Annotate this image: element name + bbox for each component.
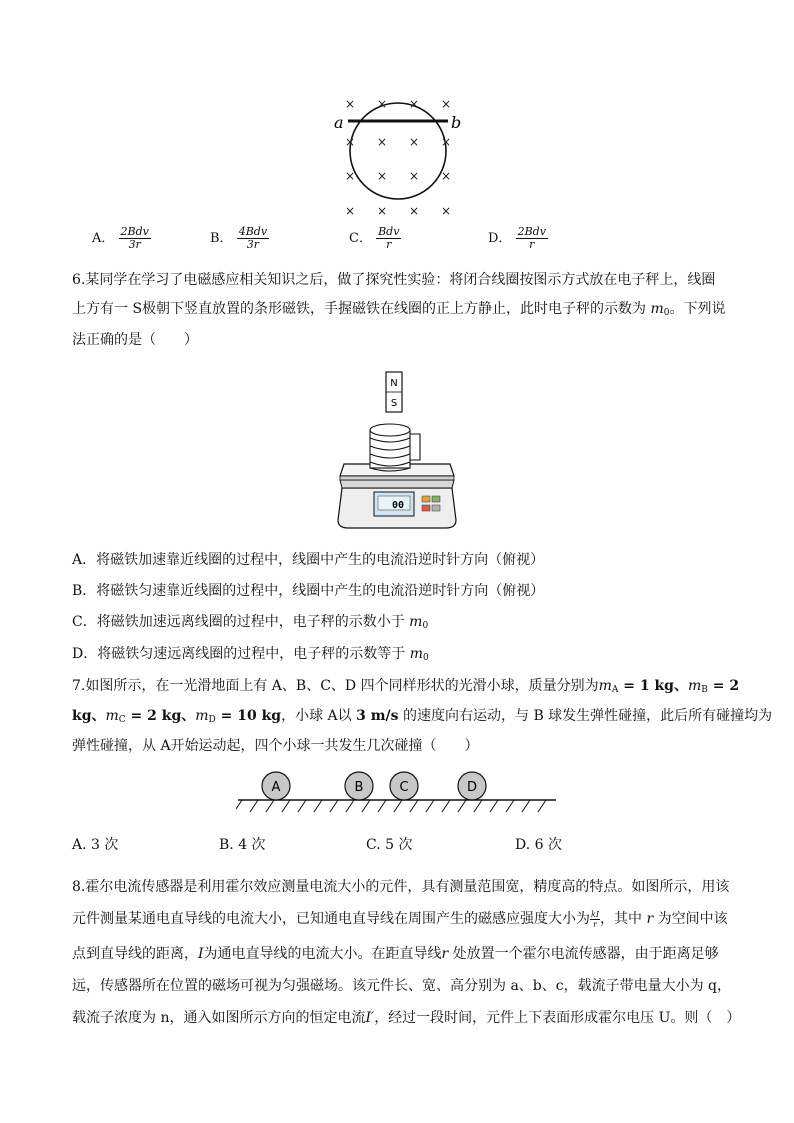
scale-button (422, 505, 430, 511)
option-fraction: $\frac{\text{Bdv}}{r}$ (378, 225, 400, 251)
q5-option-b[interactable] (210, 226, 269, 251)
q6-stem-line1: 6.某同学在学习了电磁感应相关知识之后，做了探究性实验：将闭合线圈按图示方式放在电子秤上，线圈 (72, 272, 716, 288)
balls-figure (236, 768, 558, 818)
ball-label: B (354, 780, 364, 795)
cross-mark: × (344, 169, 356, 183)
q7-stem-line1: 7.如图所示，在一光滑地面上有 A、B、C、D 四个同样形状的光滑小球，质量分别为$m_A = 1$ kg、$m_B = 2$ (72, 678, 740, 695)
cross-mark: × (376, 97, 388, 111)
cross-mark: × (440, 97, 452, 111)
q6-option-a[interactable]: A．将磁铁加速靠近线圈的过程中，线圈中产生的电流沿逆时针方向（俯视） (72, 552, 545, 568)
option-fraction: $\frac{\text{4Bdv}}{3r}$ (238, 225, 268, 251)
q8-stem-line2: 元件测量某通电直导线的电流大小，已知通电直导线在周围产生的磁感应强度大小为 $\frac{kI}{r}$ ，其中 r 为空间中该 (72, 909, 728, 929)
q7-option-b[interactable]: B. 4 次 (219, 837, 266, 853)
q5-option-a[interactable] (92, 226, 151, 251)
ball-c (390, 772, 418, 800)
ball-d (458, 772, 486, 800)
scale-button (432, 496, 440, 502)
q5-option-d[interactable] (488, 226, 548, 251)
ball-label: A (271, 780, 281, 795)
option-letter: A． (92, 231, 115, 246)
option-fraction: $\frac{\text{2Bdv}}{r}$ (517, 225, 546, 251)
cross-mark: × (440, 169, 452, 183)
q8-stem-line4: 远，传感器所在位置的磁场可视为匀强磁场。该元件长、宽、高分别为 a、b、c，载流子带电量大小为 q， (72, 978, 732, 994)
cross-mark: × (408, 169, 420, 183)
q6-stem-line2: 上方有一 S极朝下竖直放置的条形磁铁，手握磁铁在线圈的正上方静止，此时电子秤的示数为 $m_0$。下列说 (72, 301, 726, 318)
cross-mark: × (376, 135, 388, 149)
label-b: b (451, 113, 462, 132)
option-letter: C． (349, 231, 372, 246)
q7-option-c[interactable]: C. 5 次 (366, 837, 413, 853)
q6-option-b[interactable]: B．将磁铁匀速靠近线圈的过程中，线圈中产生的电流沿逆时针方向（俯视） (72, 583, 545, 599)
q8-stem-line1: 8.霍尔电流传感器是利用霍尔效应测量电流大小的元件，具有测量范围宽，精度高的特点。如图所示，用该 (72, 879, 730, 895)
cross-mark: × (344, 135, 356, 149)
q6-option-c[interactable]: C．将磁铁加速远离线圈的过程中，电子秤的示数小于 $m_0$ (72, 614, 429, 631)
q6-stem-line3: 法正确的是（ ） (72, 332, 198, 348)
magnetic-field-figure (320, 88, 480, 223)
ground-hatching (236, 800, 546, 812)
cross-mark: × (344, 97, 356, 111)
label-a: a (334, 113, 344, 132)
cross-mark: × (440, 204, 452, 218)
scale-button (432, 505, 440, 511)
option-fraction: $\frac{\text{2Bdv}}{3r}$ (120, 225, 149, 251)
magnet-s-label: S (390, 398, 398, 409)
scale-magnet-figure (334, 368, 460, 532)
scale-readout: 00 (391, 500, 404, 511)
q7-stem-line2: kg、$m_C = 2$ kg、$m_D = 10$ kg，小球 A以 3 m/s 的速度向右运动，与 B 球发生弹性碰撞，此后所有碰撞均为 (72, 708, 773, 725)
cross-mark: × (440, 135, 452, 149)
field-crosses (345, 97, 451, 218)
ball-b (345, 772, 373, 800)
q5-option-c[interactable] (349, 226, 401, 251)
cross-mark: × (408, 135, 420, 149)
option-letter: B． (210, 231, 233, 246)
cross-mark: × (408, 97, 420, 111)
q7-option-a[interactable]: A. 3 次 (72, 837, 119, 853)
q6-option-d[interactable]: D．将磁铁匀速远离线圈的过程中，电子秤的示数等于 $m_0$ (72, 646, 429, 663)
ball-label: D (466, 780, 478, 795)
q7-option-d[interactable]: D. 6 次 (515, 837, 562, 853)
q8-stem-line5: 载流子浓度为 n，通入如图所示方向的恒定电流I′，经过一段时间，元件上下表面形成霍尔电压 U。则（ ） (72, 1010, 741, 1026)
ball-a (262, 772, 290, 800)
cross-mark: × (344, 204, 356, 218)
ball-label: C (399, 780, 409, 795)
cross-mark: × (376, 169, 388, 183)
option-letter: D． (488, 231, 512, 246)
cross-mark: × (376, 204, 388, 218)
field-formula: $\frac{kI}{r}$ (591, 909, 600, 929)
q8-stem-line3: 点到直导线的距离，I为通电直导线的电流大小。在距直导线r 处放置一个霍尔电流传感器，由于距离足够 (72, 946, 719, 962)
scale-button (422, 496, 430, 502)
cross-mark: × (408, 204, 420, 218)
q7-stem-line3: 弹性碰撞，从 A开始运动起，四个小球一共发生几次碰撞（ ） (72, 738, 479, 754)
magnet-n-label: N (390, 378, 398, 389)
ring-circle (350, 103, 446, 199)
